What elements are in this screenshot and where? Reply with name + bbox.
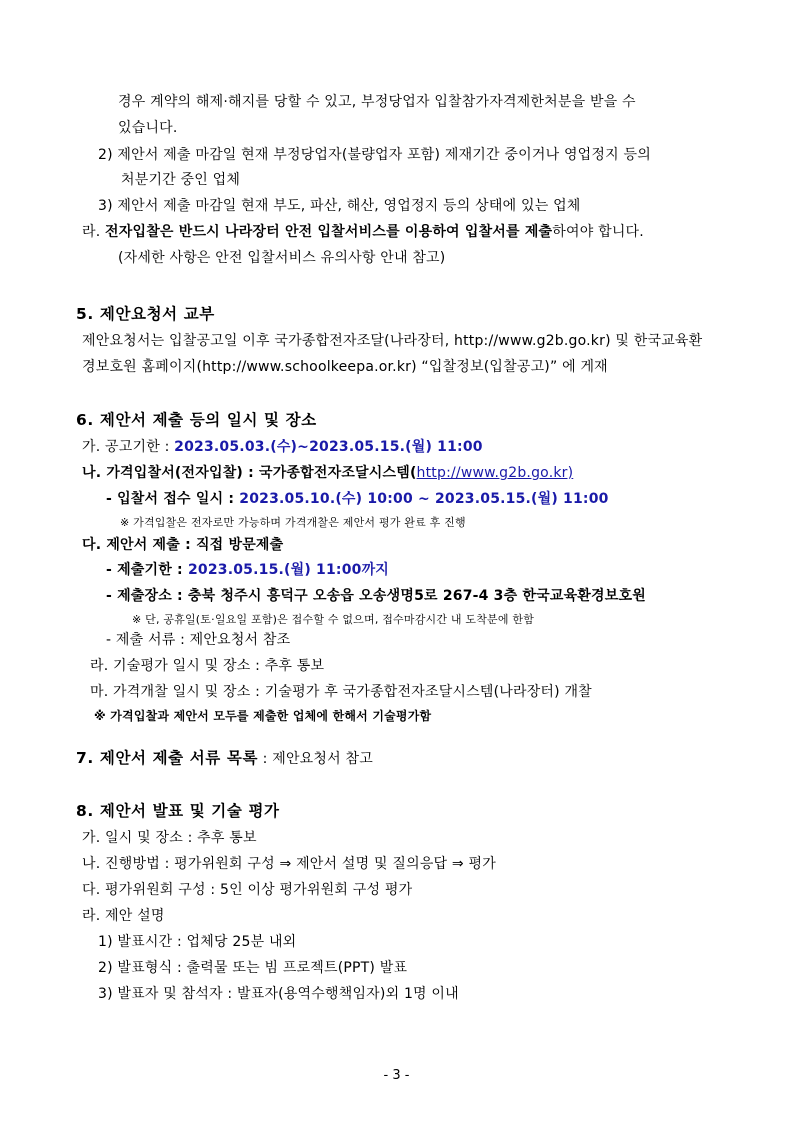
g2b-link[interactable]: http://www.g2b.go.kr) <box>416 465 574 481</box>
sub-item: - 제출 서류 : 제안요청서 참조 <box>106 632 291 648</box>
item-label: - 입찰서 접수 일시 : <box>106 491 240 507</box>
section-heading: 5. 제안요청서 교부 <box>76 305 215 323</box>
list-item: 가. 일시 및 장소 : 추후 통보 <box>82 830 257 846</box>
list-item-da: 다. 제안서 제출 : 직접 방문제출 <box>82 537 284 553</box>
list-item: 다. 평가위원회 구성 : 5인 이상 평가위원회 구성 평가 <box>82 882 413 898</box>
sub-item <box>106 560 389 580</box>
list-item: 마. 가격개찰 일시 및 장소 : 기술평가 후 국가종합전자조달시스템(나라장터) 개찰 <box>90 684 592 700</box>
list-item-continuation: (자세한 사항은 안전 입찰서비스 유의사항 안내 참고) <box>118 250 446 266</box>
sub-item: 3) 발표자 및 참석자 : 발표자(용역수행책임자)외 1명 이내 <box>98 986 459 1002</box>
item-prefix: 라. <box>82 224 106 240</box>
date-value: 2023.05.10.(수) 10:00 ~ 2023.05.15.(월) 11:00 <box>239 491 609 507</box>
paragraph-line: 경우 계약의 해제·해지를 당할 수 있고, 부정당업자 입찰참가자격제한처분을 받을 수 <box>118 94 636 110</box>
section-heading: 7. 제안서 제출 서류 목록 <box>76 749 259 767</box>
list-item-continuation: 처분기간 중인 업체 <box>121 172 241 188</box>
paragraph-line: 경보호원 홈페이지(http://www.schoolkeepa.or.kr) “입찰정보(입찰공고)” 에 게재 <box>82 359 608 375</box>
note-text: ※ 단, 공휴일(토·일요일 포함)은 접수할 수 없으며, 접수마감시간 내 도착분에 한함 <box>132 613 535 626</box>
list-item-ga <box>82 437 483 457</box>
item-label: 나. 가격입찰서(전자입찰) : 국가종합전자조달시스템( <box>82 465 417 481</box>
note-text: ※ 가격입찰은 전자로만 가능하며 가격개찰은 제안서 평가 완료 후 진행 <box>120 516 466 529</box>
heading-suffix: : 제안요청서 참고 <box>258 751 373 767</box>
sub-item: - 제출장소 : 충북 청주시 흥덕구 오송읍 오송생명5로 267-4 3층 한국교육환경보호원 <box>106 588 646 604</box>
date-value: 2023.05.03.(수)~2023.05.15.(월) 11:00 <box>174 439 483 455</box>
section-heading-line <box>76 748 373 769</box>
item-label: - 제출기한 : <box>106 562 188 578</box>
list-item: 3) 제안서 제출 마감일 현재 부도, 파산, 해산, 영업정지 등의 상태에 있는 업체 <box>98 198 581 214</box>
section-heading: 8. 제안서 발표 및 기술 평가 <box>76 802 280 820</box>
list-item: 라. 기술평가 일시 및 장소 : 추후 통보 <box>90 658 325 674</box>
sub-item <box>106 489 609 509</box>
sub-item: 1) 발표시간 : 업체당 25분 내외 <box>98 934 297 950</box>
paragraph-line: 제안요청서는 입찰공고일 이후 국가종합전자조달(나라장터, http://www.g2b.go.kr) 및 한국교육환 <box>82 333 703 349</box>
sub-item: 2) 발표형식 : 출력물 또는 빔 프로젝트(PPT) 발표 <box>98 960 408 976</box>
list-item: 2) 제안서 제출 마감일 현재 부정당업자(불량업자 포함) 제재기간 중이거나 영업정지 등의 <box>98 147 651 163</box>
section-heading: 6. 제안서 제출 등의 일시 및 장소 <box>76 411 317 429</box>
page-number: - 3 - <box>383 1068 410 1083</box>
list-item: 라. 제안 설명 <box>82 908 165 924</box>
item-text: 하여야 합니다. <box>552 224 644 240</box>
item-label: 가. 공고기한 : <box>82 439 175 455</box>
note-text: ※ 가격입찰과 제안서 모두를 제출한 업체에 한해서 기술평가함 <box>94 709 432 723</box>
list-item-na <box>82 463 573 483</box>
emphasis-text: 전자입찰은 반드시 나라장터 안전 입찰서비스를 이용하여 입찰서를 제출 <box>105 224 553 240</box>
list-item: 나. 진행방법 : 평가위원회 구성 ⇒ 제안서 설명 및 질의응답 ⇒ 평가 <box>82 856 496 872</box>
paragraph-line: 있습니다. <box>118 120 178 136</box>
date-value: 2023.05.15.(월) 11:00까지 <box>187 562 390 578</box>
list-item-ra <box>82 222 644 242</box>
